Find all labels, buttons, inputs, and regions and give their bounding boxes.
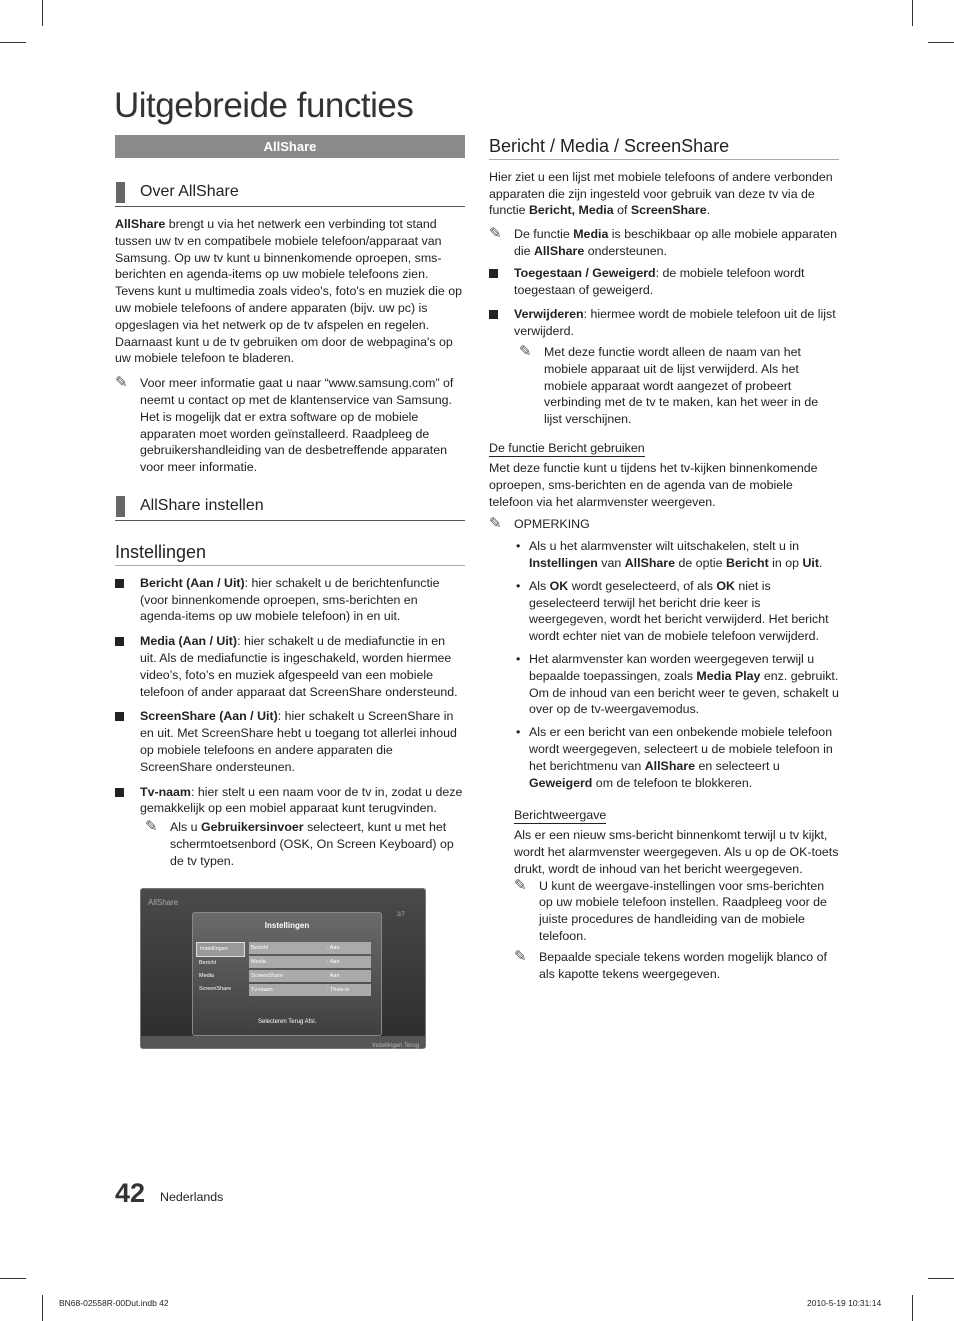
crop-mark: [928, 1278, 954, 1279]
menu-item[interactable]: Media: [199, 972, 214, 979]
settings-panel: [192, 912, 382, 1036]
pencil-icon: ✎: [115, 374, 128, 392]
screen-corner-label: AllShare: [148, 897, 179, 907]
crop-mark: [912, 1295, 913, 1321]
pencil-icon: ✎: [514, 947, 527, 965]
menu-item[interactable]: Instellingen: [196, 942, 245, 957]
pencil-icon: ✎: [489, 225, 502, 243]
opmerking-label: ✎ OPMERKING: [489, 515, 590, 533]
pencil-icon: ✎: [519, 342, 532, 360]
bullet-dot-icon: •: [516, 578, 521, 593]
opmerking-list: [514, 538, 839, 791]
heading-marker: [116, 496, 125, 517]
berichtweergave-body: Als er een nieuw sms-bericht binnenkomt terwijl u tv kijkt, wordt het alarmvenster weergegeven. Als u op de OK-toets drukt, wordt de inhoud van het bericht weergegeven.: [514, 828, 839, 876]
pencil-icon: ✎: [514, 876, 527, 894]
tvnaam-note: ✎ Als u Gebruikersinvoer selecteert, kunt u met het schermtoetsenbord (OSK, On Screen Keyboard) op de tv typen.: [145, 818, 454, 868]
page-title: Uitgebreide functies: [114, 86, 414, 125]
list-item: Verwijderen: hiermee wordt de mobiele telefoon uit de lijst verwijderd.: [489, 306, 839, 340]
list-item: Media (Aan / Uit): hier schakelt u de mediafunctie in en uit. Als de mediafunctie is ingeschakeld, worden hiermee video’s, foto’s en muziek afgespeeld van een mobiele telefoon of ander apparaat dat ScreenShare ondersteund.: [115, 633, 465, 700]
instellingen-heading: Instellingen: [115, 544, 465, 566]
setting-row[interactable]: ScreenShare : Aan: [249, 970, 371, 982]
allshare-section-bar: AllShare: [115, 135, 465, 158]
print-date-info: 2010-5-19 10:31:14: [807, 1298, 882, 1308]
crop-mark: [0, 42, 26, 43]
heading-marker: [116, 182, 125, 203]
bullet-dot-icon: •: [516, 539, 521, 554]
list-item: Toegestaan / Geweigerd: de mobiele telefoon wordt toegestaan of geweigerd.: [489, 265, 839, 299]
list-item: • Het alarmvenster kan worden weergegeven terwijl u bepaalde toepassingen, zoals Media Play enz. gebruikt. Om de inhoud van een bericht weer te geven, schakelt u over op de tv-weergavemodus.: [516, 651, 839, 717]
weergave-note: ✎ Bepaalde speciale tekens worden mogelijk blanco of als kapotte tekens weergegeven.: [514, 947, 827, 981]
pencil-icon: ✎: [489, 515, 502, 533]
list-item: • Als u het alarmvenster wilt uitschakelen, stelt u in Instellingen van AllShare de optie Bericht in op Uit.: [516, 539, 823, 570]
square-bullet-icon: [115, 637, 124, 646]
panel-rows: [249, 942, 371, 998]
list-item: ScreenShare (Aan / Uit): hier schakelt u ScreenShare in en uit. Met ScreenShare hebt u toegang tot allerlei inhoud op mobiele telefoons en andere apparaten die ScreenShare ondersteunen.: [115, 708, 465, 775]
list-item: • Als er een bericht van een onbekende mobiele telefoon wordt weergegeven, selecteert u de mobiele telefoon in het berichtmenu van AllShare en selecteert u Geweigerd om de telefoon te blokkeren.: [516, 725, 833, 790]
list-item: Bericht (Aan / Uit): hier schakelt u de berichtenfunctie (voor binnenkomende oproepen, sms-berichten en agenda-items op uw mobiele telefoon) in en uit.: [115, 575, 465, 625]
crop-mark: [928, 42, 954, 43]
berichtweergave-subheading: Berichtweergave: [514, 808, 607, 823]
bericht-media-screenshare-heading: Bericht / Media / ScreenShare: [489, 138, 839, 160]
over-allshare-heading: Over AllShare: [115, 182, 465, 207]
tv-screen-illustration: [140, 888, 426, 1049]
bericht-body: Met deze functie kunt u tijdens het tv-kijken binnenkomende oproepen, sms-berichten en de agenda van de mobiele telefoon via het alarmvenster weergeven.: [489, 460, 818, 509]
berichtweergave-section: [514, 807, 839, 982]
verwijderen-note: ✎ Met deze functie wordt alleen de naam van het mobiele apparaat uit de lijst verwijderd. Als het mobiele apparaat wordt aangezet of probeert verbinding met de tv te maken, kan het weer in de lijst verschijnen.: [519, 342, 819, 427]
media-note: ✎ De functie Media is beschikbaar op alle mobiele apparaten die AllShare ondersteunen.: [489, 225, 838, 258]
bullet-dot-icon: •: [516, 651, 521, 666]
square-bullet-icon: [115, 579, 124, 588]
weergave-note: ✎ U kunt de weergave-instellingen voor sms-berichten op uw mobiele telefoon instellen. Raadpleeg voor de juiste procedures de handleiding van de mobiele telefoon.: [514, 876, 827, 944]
menu-item[interactable]: Bericht: [199, 959, 217, 966]
menu-item[interactable]: ScreenShare: [199, 985, 232, 992]
list-item: Tv-naam: hier stelt u een naam voor de tv in, zodat u deze gemakkelijk op een mobiel apparaat kunt terugvinden.: [115, 784, 465, 818]
square-bullet-icon: [115, 788, 124, 797]
square-bullet-icon: [115, 712, 124, 721]
setting-row[interactable]: Media : Aan: [249, 956, 371, 968]
language-label: Nederlands: [160, 1190, 224, 1204]
square-bullet-icon: [489, 269, 498, 278]
list-item: • Als OK wordt geselecteerd, of als OK niet is geselecteerd terwijl het bericht drie keer is weergegeven, wordt het bericht verwijderd. Het bericht wordt echter niet van de mobiele telefoon verwijderd.: [516, 578, 829, 644]
square-bullet-icon: [489, 310, 498, 319]
page-number: 42: [115, 1178, 146, 1208]
over-allshare-body: AllShare brengt u via het netwerk een verbinding tot stand tussen uw tv en compatibele mobiele telefoon/apparaat van Samsung. Op uw tv kunt u binnenkomende oproepen, sms-berichten en agenda-items op uw mobiele telefoons zien. Tevens kunt u multimedia zoals video's, foto's en muziek die op uw mobiele telefoons of andere apparaten (bijv. uw pc) is opgeslagen via het netwerk op de tv afspelen en regelen. Daarnaast kunt u de tv gebruiken om door de webpagina's op uw mobiele telefoon te bladeren.: [115, 217, 463, 366]
left-column: [115, 135, 465, 1049]
pencil-icon: ✎: [145, 818, 158, 836]
right-intro: Hier ziet u een lijst met mobiele telefoons of andere verbonden apparaten die zijn ingesteld voor gebruik van deze tv via de functie Bericht, Media of ScreenShare.: [489, 169, 833, 218]
crop-mark: [0, 1278, 26, 1279]
panel-footer: Selecteren Terug Afsl.: [258, 1018, 317, 1025]
bullet-dot-icon: •: [516, 725, 521, 740]
allshare-instellen-heading: AllShare instellen: [115, 496, 465, 521]
right-column: [489, 138, 839, 982]
setting-row[interactable]: Tv-naam : Thuis-tv: [249, 984, 371, 996]
crop-mark: [42, 1295, 43, 1321]
panel-title: Instellingen: [264, 920, 310, 930]
screen-page-label: 3/7: [396, 911, 405, 918]
panel-menu: [196, 942, 245, 996]
crop-mark: [912, 0, 913, 26]
crop-mark: [42, 0, 43, 26]
screen-bottom-bar: Instellingen Terug: [141, 1036, 425, 1048]
bericht-subheading: De functie Bericht gebruiken: [489, 440, 645, 455]
setting-row[interactable]: Bericht : Aan: [249, 942, 371, 954]
print-file-info: BN68-02558R-00Dut.indb 42: [59, 1298, 169, 1308]
over-allshare-note: ✎ Voor meer informatie gaat u naar “www.samsung.com” of neemt u contact op met de klantenservice van Samsung. Het is mogelijk dat er extra software op de mobiele apparaten moet worden geïnstalleerd. Raadpleeg de gebruikershandleiding van de desbetreffende apparaten voor meer informatie.: [115, 374, 454, 475]
